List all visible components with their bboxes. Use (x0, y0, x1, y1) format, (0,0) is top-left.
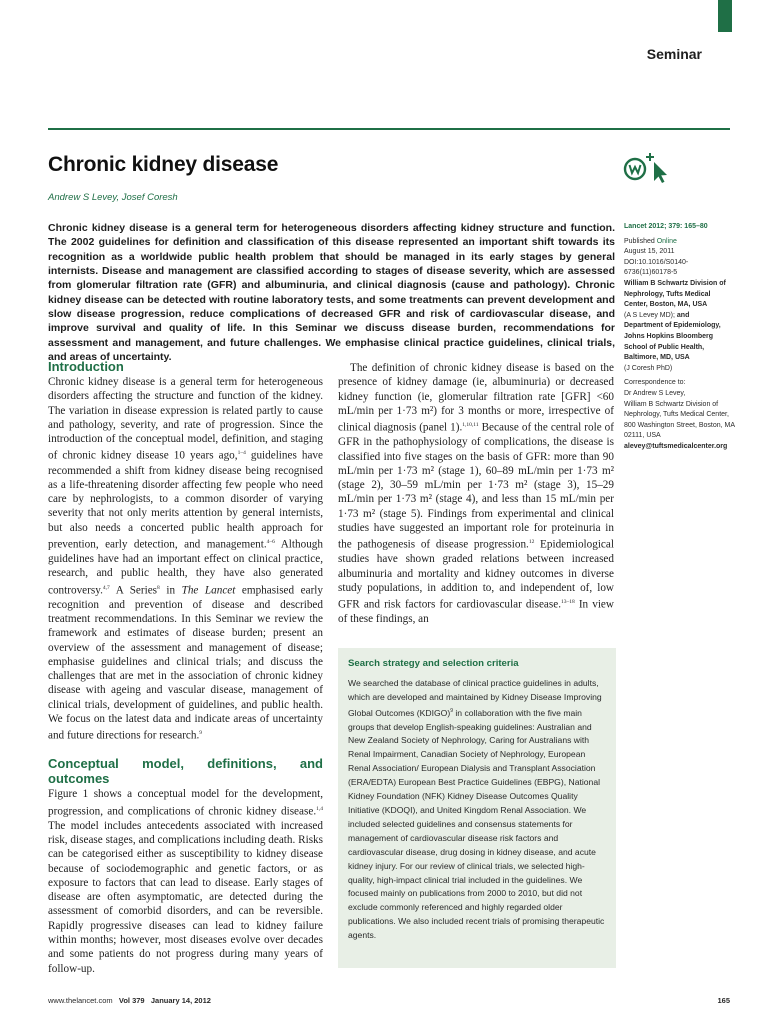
citation[interactable]: Lancet 2012; 379: 165–80 (624, 223, 708, 230)
left-column (48, 359, 323, 976)
header-rule (48, 128, 730, 130)
right-column (338, 361, 614, 627)
section-label: Seminar (646, 46, 702, 62)
conceptual-model-paragraph: Figure 1 shows a conceptual model for the development, progression, and complications of chronic kidney disease.$^{1,4}$ The model includes antecedents associated with increased risk, disease stages, and complications including death. Risks can be categorised either as susceptibility to kidney disease because of sociodemographic and genetic factors, or as exposure to factors that can lead to disease. Early stages of disease are often asymptomatic, are detected during the assessment of comorbid disorders, and can be reversible. Rapidly progressive diseases can lead to kidney failure within months; however, most diseases evolve over decades and some patients do not progress during many years of follow-up. (48, 788, 323, 975)
reference-mark[interactable]: 8 (157, 584, 160, 591)
definition-paragraph: The definition of chronic kidney disease is based on the presence of kidney damage (ie, albuminuria) or decreased kidney function (ie, glomerular filtration rate [GFR] <60 mL/min per 1·73 m²) for 3 months or more, irrespective of clinical diagnosis (panel 1).$^{1,10,11}$ Because of the central role of GFR in the pathophysiology of complications, the disease is classified into five stages on the basis of GFR: more than 90 mL/min per 1·73 m² (stage 1), 60–89 mL/min per 1·73 m² (stage 2), 30–59 mL/min per 1·73 m² (stage 3), 15–29 mL/min per 1·73 m² (stage 4), and less than 15 mL/min per 1·73 m² (stage 5). Findings from experimental and clinical studies have suggested an important role for proteinuria in the pathogenesis of disease progression.$^{12}$ Epidemiological studies have shown graded relations between increased albuminuria and mortality and kidney outcomes in diverse study populations, in addition to, and independent of, low GFR and risk factors for cardiovascular disease.$^{13-18}$ In view of these findings, an (338, 362, 615, 626)
introduction-heading: Introduction (48, 359, 124, 374)
footer-volume: Vol 379 (118, 996, 145, 1005)
footer-site[interactable]: www.thelancet.com (48, 996, 113, 1005)
reference-mark[interactable]: 4,7 (102, 584, 110, 591)
doi[interactable]: DOI:10.1016/S0140-6736(11)60178-5 (624, 258, 689, 277)
panel-body: We searched the database of clinical practice guidelines in adults, which are developed and maintained by Kidney Disease Improving Global Outcomes (KDIGO)$^9$ in collaboration with the five main groups that develop English-speaking guidelines: Australian and New Zealand Society of Nephrology, Caring for Australians with Renal Impairment, Canadian Society of Nephrology, European Renal Association/ European Dialysis and Transplant Association (ERA/EDTA) European Best Practice Guidelines (EBPG), National Kidney Foundation (NFK) Kidney Disease Outcomes Quality Initiative (KDOQI), and United Kingdom Renal Association. We included selected guidelines and consensus statements for management of cardiovascular disease risk factors and cardiovascular disease, drug dosing in kidney disease, and acute kidney injury. For our review of clinical trials, we selected high-quality, high-impact clinical trial included in the guidelines. We focused mainly on publications from 2000 to 2010, but did not exclude commonly referenced and highly regarded older publications. We also included recent trials of promising therapeutic agents. (348, 678, 605, 941)
reference-mark[interactable]: 9 (199, 730, 203, 737)
reference-mark[interactable]: 13–18 (561, 599, 575, 606)
affiliation-2: Department of Epidemiology, Johns Hopkins Bloomberg School of Public Health, Baltimore, MD, USA (624, 322, 721, 362)
search-strategy-panel (338, 648, 616, 968)
page-number: 165 (717, 996, 730, 1005)
article-sidebar (624, 222, 736, 452)
article-title: Chronic kidney disease (48, 153, 279, 176)
reference-mark[interactable]: 12 (528, 539, 535, 546)
web-extra-cursor-icon[interactable] (622, 150, 668, 184)
affiliation-2-who: (J Coresh PhD) (624, 364, 673, 372)
published-date: August 15, 2011 (624, 248, 675, 256)
correspondence-email[interactable]: alevey@tuftsmedicalcenter.org (624, 442, 728, 450)
article-abstract: Chronic kidney disease is a general term for heterogeneous disorders affecting kidney structure and function. The 2002 guidelines for definition and classification of this disease represented an important shift towards its recognition as a worldwide public health problem that should be managed in its early stages by general internists. Disease and management are classified according to stages of disease severity, which are assessed from glomerular filtration rate (GFR) and albuminuria, and clinical diagnosis (cause and pathology). Chronic kidney disease can be detected with routine laboratory tests, and some treatments can prevent development and slow disease progression, reduce complications of decreased GFR and risk of cardiovascular disease, and improve survival and quality of life. In this Seminar we discuss disease burden, recommendations for assessment and management, and future challenges. We emphasise clinical practice guidelines, clinical trials, and areas of uncertainty. (48, 222, 615, 364)
reference-mark[interactable]: 9 (450, 707, 453, 714)
introduction-paragraph: Chronic kidney disease is a general term for heterogeneous disorders affecting the structure and function of the kidney. The variation in disease expression is related partly to cause and pathology, severity, and rate of progression. Since the introduction of the conceptual model, definition, and staging of chronic kidney disease 10 years ago,$^{1-4}$ guidelines have recommended a shift from kidney disease being recognised as a life-threatening disorder affecting few people who need care by nephrologists, to a common disorder of varying severity that not only merits attention by general internists, but also needs a concerted public health approach for prevention, early detection, and management.$^{4-6}$ Although guidelines have had an important effect on clinical practice, research, and public health, they have also generated controversy.$^{4,7}$ A Series$^8$ in The Lancet emphasised early recognition and prevention of disease and described treatment recommendations. In this Seminar we review the framework and estimates of disease burden; present an overview of the assessment and management of disease; emphasise guidelines and clinical trials; and discuss the challenges that are met in the association of chronic kidney disease with ageing and vascular disease, management of clinical trials, development of guidelines, and public health. We focus on the latest data and indicate areas of uncertainty and future directions for research.$^9$ (48, 376, 324, 743)
affiliation-1-who: (A S Levey MD); and (624, 311, 690, 319)
reference-mark[interactable]: 4–6 (266, 539, 275, 545)
footer-journal-info (48, 996, 211, 1005)
panel-title: Search strategy and selection criteria (348, 658, 519, 669)
affiliation-1: William B Schwartz Division of Nephrology, Tufts Medical Center, Boston, MA, USA (624, 279, 726, 309)
footer-date: January 14, 2012 (150, 996, 211, 1005)
correspondence-address: William B Schwartz Division of Nephrology, Tufts Medical Center, 800 Washington Street, Boston, MA 02111, USA (624, 400, 735, 440)
correspondence-name: Dr Andrew S Levey, (624, 389, 686, 397)
reference-mark[interactable]: 1,4 (316, 805, 323, 812)
reference-mark[interactable]: 1–4 (237, 450, 246, 457)
correspondence-label: Correspondence to: (624, 379, 686, 387)
article-authors: Andrew S Levey, Josef Coresh (48, 192, 178, 203)
published-line: Published Online (624, 237, 677, 245)
conceptual-model-heading: Conceptual model, definitions, and outcomes (48, 756, 323, 787)
reference-mark[interactable]: 1,10,11 (462, 422, 479, 429)
header-accent-bar (718, 0, 732, 32)
